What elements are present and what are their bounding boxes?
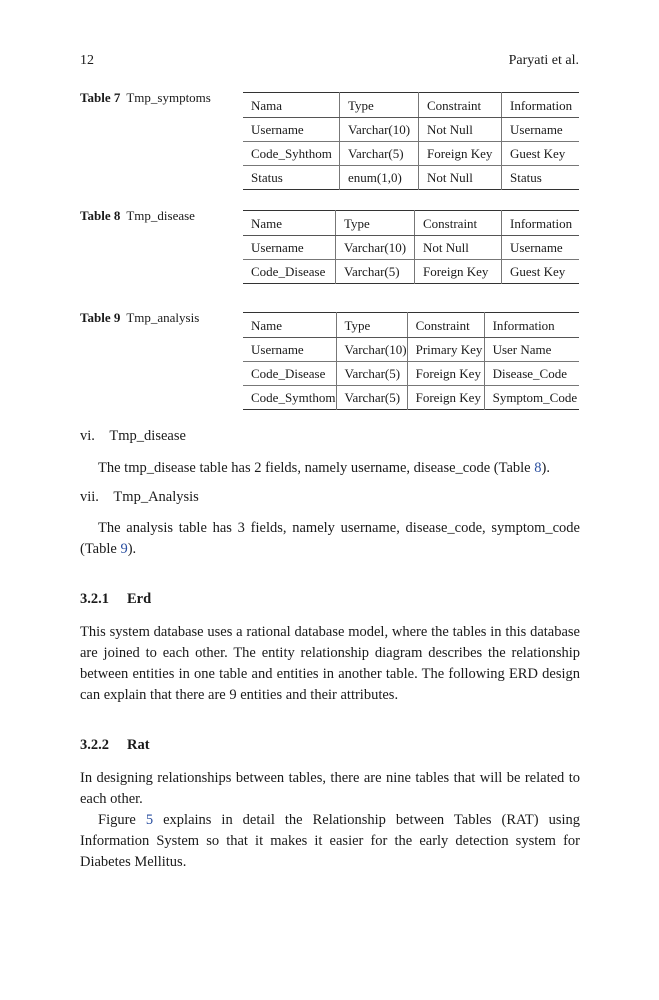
table-reference-link[interactable]: 8 bbox=[534, 460, 542, 476]
table-cell: Varchar(5) bbox=[336, 260, 415, 284]
table-cell: Username bbox=[251, 240, 304, 255]
table-tmp-symptoms bbox=[243, 92, 579, 190]
figure-reference-link[interactable]: 5 bbox=[145, 812, 154, 828]
table-label: Table 9 bbox=[80, 310, 121, 325]
column-header: Type bbox=[340, 93, 419, 118]
section-title: Rat bbox=[127, 737, 150, 753]
column-header: Information bbox=[502, 211, 580, 236]
table-cell: Guest Key bbox=[502, 260, 580, 284]
table-title: Tmp_disease bbox=[126, 208, 195, 223]
table-cell: Varchar(10) bbox=[336, 236, 415, 260]
column-header: Information bbox=[484, 313, 579, 338]
table-row bbox=[243, 236, 579, 260]
section-title: Erd bbox=[127, 591, 152, 607]
table-row bbox=[243, 260, 579, 284]
table-tmp-analysis bbox=[243, 312, 579, 410]
table-cell: Guest Key bbox=[502, 142, 580, 166]
paragraph-text: The analysis table has 3 fields, namely username, disease_code, symptom_code (Table bbox=[80, 520, 580, 557]
table-cell: Username bbox=[251, 122, 304, 137]
table-cell: Symptom_Code bbox=[484, 386, 579, 410]
table-cell: Status bbox=[502, 166, 580, 190]
table-cell: Code_Disease bbox=[243, 362, 336, 386]
column-header: Nama bbox=[243, 93, 340, 118]
section-heading-rat bbox=[80, 737, 150, 754]
column-header: Type bbox=[336, 313, 407, 338]
section-heading-erd bbox=[80, 591, 151, 608]
list-item-vi: vi. Tmp_disease bbox=[80, 428, 186, 444]
column-header: Constraint bbox=[415, 211, 502, 236]
table-row bbox=[243, 166, 579, 190]
paragraph-rat-2 bbox=[80, 810, 580, 873]
section-number: 3.2.1 bbox=[80, 591, 109, 607]
column-header: Name bbox=[243, 211, 336, 236]
table-cell: Foreign Key bbox=[419, 142, 502, 166]
paragraph-tmp-analysis bbox=[80, 518, 580, 560]
table-row bbox=[243, 118, 579, 142]
table-7-caption bbox=[80, 90, 211, 106]
table-row bbox=[243, 338, 579, 362]
table-reference-link[interactable]: 9 bbox=[120, 541, 128, 557]
paragraph-text: Figure bbox=[98, 812, 146, 828]
list-item-vii: vii. Tmp_Analysis bbox=[80, 489, 199, 505]
column-header: Constraint bbox=[407, 313, 484, 338]
table-cell: Not Null bbox=[415, 236, 502, 260]
paragraph-text: ). bbox=[127, 541, 137, 557]
table-cell: Disease_Code bbox=[484, 362, 579, 386]
paragraph-text: ). bbox=[541, 460, 550, 476]
column-header: Information bbox=[502, 93, 580, 118]
table-cell: Not Null bbox=[419, 118, 502, 142]
paragraph-erd: This system database uses a rational database model, where the tables in this database are joined to each other. The entity relationship diagram describes the relationship between entities in one table and entities in another table. The following ERD design can explain that there are 9 entities and their attributes. bbox=[80, 624, 580, 703]
table-cell: Username bbox=[251, 342, 304, 357]
table-cell: Status bbox=[243, 166, 340, 190]
table-cell: User Name bbox=[484, 338, 579, 362]
table-cell: Code_Symthom bbox=[243, 386, 336, 410]
table-cell: enum(1,0) bbox=[340, 166, 419, 190]
table-cell: Varchar(5) bbox=[340, 142, 419, 166]
table-cell: Code_Disease bbox=[243, 260, 336, 284]
table-row bbox=[243, 386, 579, 410]
paragraph-tmp-disease bbox=[80, 458, 580, 479]
table-cell: Not Null bbox=[419, 166, 502, 190]
table-cell: Username bbox=[502, 236, 580, 260]
table-cell: Primary Key bbox=[407, 338, 484, 362]
table-cell: Foreign Key bbox=[407, 362, 484, 386]
paragraph-text: explains in detail the Relationship between Tables (RAT) using Information System so that it makes it easier for the early detection system for Diabetes Mellitus. bbox=[80, 812, 581, 870]
paragraph-rat-1: In designing relationships between tables, there are nine tables that will be related to each other. bbox=[80, 770, 580, 807]
page-number: 12 bbox=[80, 53, 94, 68]
table-title: Tmp_analysis bbox=[126, 310, 200, 325]
section-number: 3.2.2 bbox=[80, 737, 109, 753]
running-header-authors: Paryati et al. bbox=[508, 53, 579, 68]
table-row bbox=[243, 362, 579, 386]
table-cell: Varchar(5) bbox=[336, 386, 407, 410]
table-cell: Code_Syhthom bbox=[243, 142, 340, 166]
column-header: Type bbox=[336, 211, 415, 236]
table-label: Table 7 bbox=[80, 90, 121, 105]
table-cell: Foreign Key bbox=[407, 386, 484, 410]
table-8-caption bbox=[80, 208, 195, 224]
table-label: Table 8 bbox=[80, 208, 121, 223]
table-cell: Foreign Key bbox=[415, 260, 502, 284]
table-cell: Varchar(5) bbox=[336, 362, 407, 386]
table-cell: Username bbox=[502, 118, 580, 142]
paragraph-text: The tmp_disease table has 2 fields, namely username, disease_code (Table bbox=[98, 460, 535, 476]
table-tmp-disease bbox=[243, 210, 579, 284]
table-row bbox=[243, 142, 579, 166]
table-cell: Varchar(10) bbox=[340, 118, 419, 142]
column-header: Name bbox=[243, 313, 336, 338]
table-title: Tmp_symptoms bbox=[126, 90, 211, 105]
table-9-caption bbox=[80, 310, 199, 326]
column-header: Constraint bbox=[419, 93, 502, 118]
table-cell: Varchar(10) bbox=[336, 338, 407, 362]
